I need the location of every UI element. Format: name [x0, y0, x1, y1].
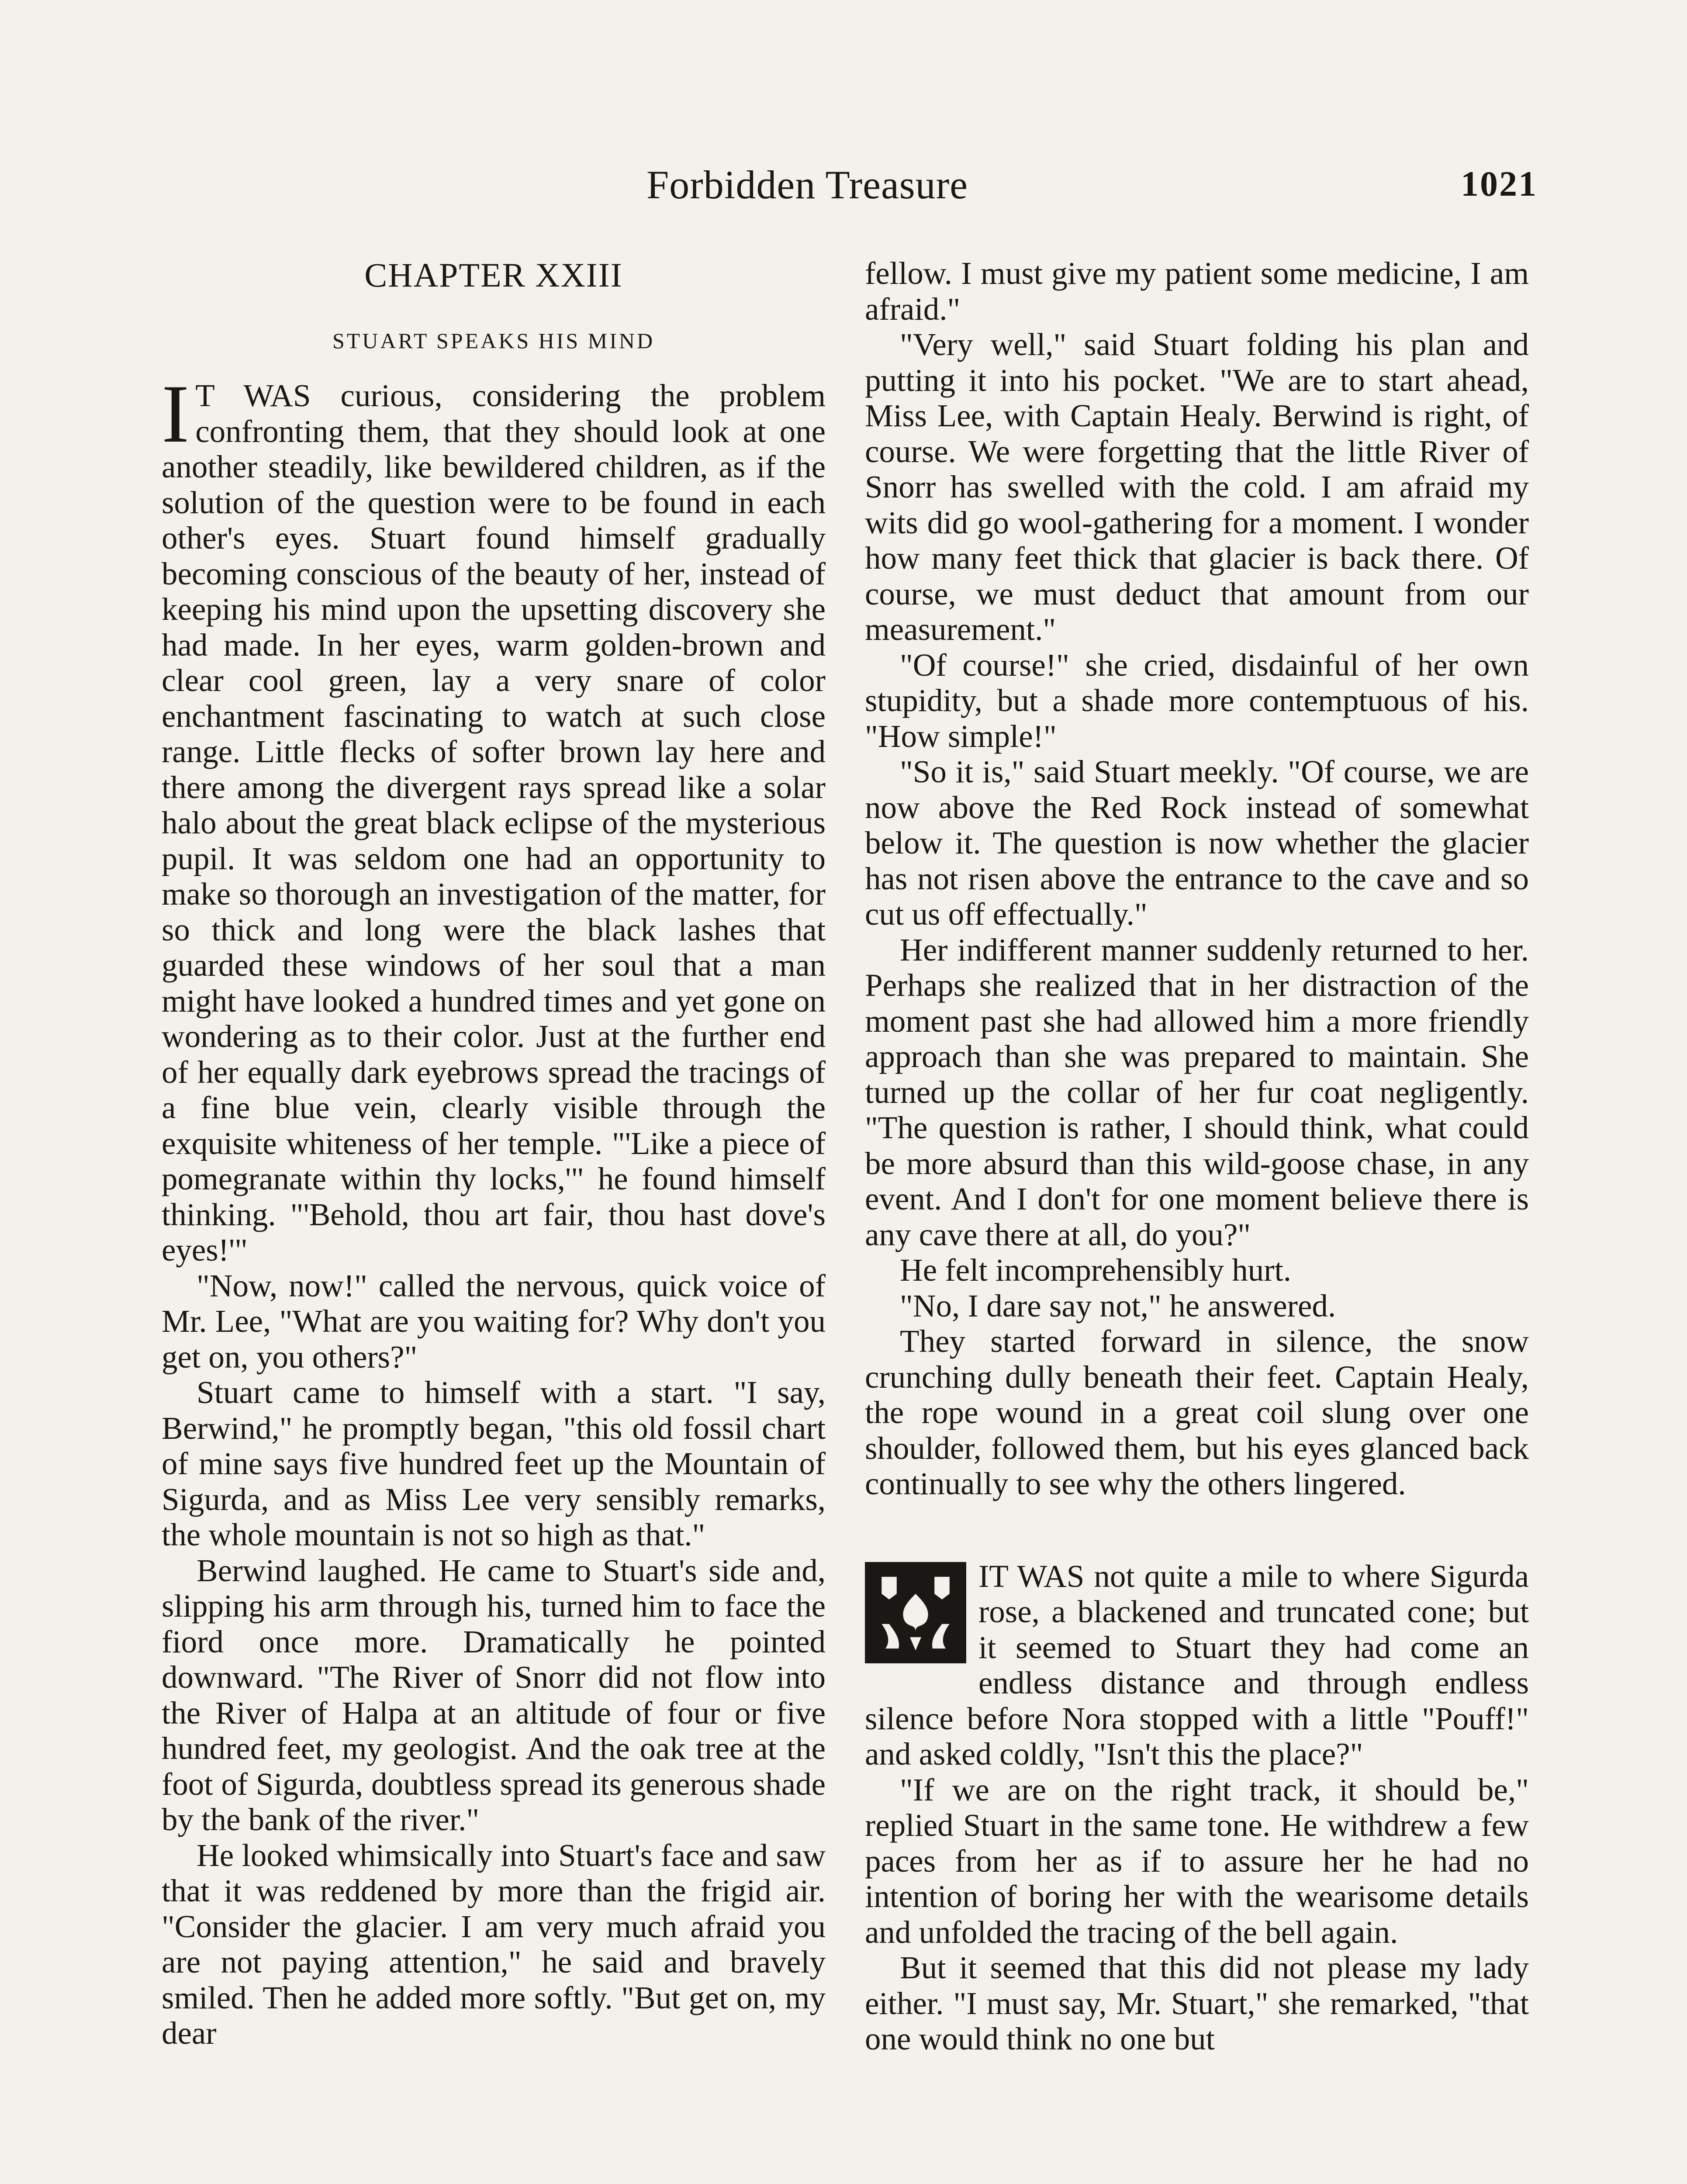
paragraph: Stuart came to himself with a start. "I say, Berwind," he promptly began, "this old fossil chart of mine says five hundred feet up the Mountain of Sigurda, and as Miss Lee very sensibly remarks, the whole mountain is not so high as that."	[162, 1375, 826, 1552]
paragraph: "No, I dare say not," he answered.	[900, 1288, 1336, 1324]
ornament-icon	[865, 1562, 966, 1663]
paragraph: "So it is," said Stuart meekly. "Of course, we are now above the Red Rock instead of somewhat below it. The question is now whether the glacier has not risen above the entrance to the cave and so cut us off effectually."	[865, 754, 1529, 932]
chapter-subtitle: STUART SPEAKS HIS MIND	[332, 328, 655, 353]
section-break	[865, 1502, 1529, 1559]
section-opening-paragraph	[865, 1559, 1529, 1772]
paragraph: He felt incomprehensibly hurt.	[900, 1252, 1292, 1288]
paragraph: They started forward in silence, the snow crunching dully beneath their feet. Captain Healy, the rope wound in a great coil slung over one shoulder, followed them, but his eyes glanced back continually to see why the others lingered.	[865, 1324, 1529, 1501]
paragraph: Berwind laughed. He came to Stuart's side and, slipping his arm through his, turned him to face the fiord once more. Dramatically he pointed downward. "The River of Snorr did not flow into the River of Halpa at an altitude of four or five hundred feet, my geologist. And the oak tree at the foot of Sigurda, doubtless spread its generous shade by the bank of the river."	[162, 1552, 826, 1837]
paragraph: "Very well," said Stuart folding his plan and putting it into his pocket. "We are to start ahead, Miss Lee, with Captain Healy. Berwind is right, of course. We were forgetting that the little River of Snorr has swelled with the cold. I am afraid my wits did go wool-gathering for a moment. I wonder how many feet thick that glacier is back there. Of course, we must deduct that amount from our measurement."	[865, 327, 1529, 647]
opening-paragraph-text: T WAS curious, considering the problem confronting them, that they should look at one another steadily, like bewildered children, as if the solution of the question were to be found in each other's eyes. Stuart found himself gradually becoming conscious of the beauty of her, instead of keeping his mind upon the upsetting discovery she had made. In her eyes, warm golden-brown and clear cool green, lay a very snare of color enchantment fascinating to watch at such close range. Little flecks of softer brown lay here and there among the divergent rays spread like a solar halo about the great black eclipse of the mysterious pupil. It was seldom one had an opportunity to make so thorough an investigation of the matter, for so thick and long were the black lashes that guarded these windows of her soul that a man might have looked a hundred times and yet gone on wondering as to their color. Just at the further end of her equally dark eyebrows spread the tracings of a fine blue vein, clearly visible through the exquisite whiteness of her temple. "'Like a piece of pomegranate within thy locks,'" he found himself thinking. "'Behold, thou art fair, thou hast dove's eyes!'"	[162, 378, 826, 1268]
paragraph: He looked whimsically into Stuart's face and saw that it was reddened by more than the frigid air. "Consider the glacier. I am very much afraid you are not paying attention," he said and bravely smiled. Then he added more softly. "But get on, my dear	[162, 1837, 826, 2051]
page-number: 1021	[1461, 164, 1538, 204]
running-head	[603, 162, 1538, 223]
left-column	[162, 256, 826, 2051]
drop-cap: I	[162, 368, 190, 460]
continued-paragraph: fellow. I must give my patient some medicine, I am afraid."	[865, 256, 1529, 327]
section-opening-text: IT WAS not quite a mile to where Sigurda rose, a blackened and truncated cone; but it seemed to Stuart they had come an endless distance and through endless silence before Nora stopped with a little "Pouff!" and asked coldly, "Isn't this the place?"	[865, 1558, 1529, 1772]
paragraph: "If we are on the right track, it should be," replied Stuart in the same tone. He withdrew a few paces from her as if to assure her he had no intention of boring her with the wearisome details and unfolded the tracing of the bell again.	[865, 1772, 1529, 1950]
opening-paragraph	[162, 368, 826, 1268]
paragraph: "Now, now!" called the nervous, quick voice of Mr. Lee, "What are you waiting for? Why don't you get on, you others?"	[162, 1268, 826, 1375]
paragraph: Her indifferent manner suddenly returned to her. Perhaps she realized that in her distraction of the moment past she had allowed him a more friendly approach than she was prepared to maintain. She turned up the collar of her fur coat negligently. "The question is rather, I should think, what could be more absurd than this wild-goose chase, in any event. And I don't for one moment believe there is any cave there at all, do you?"	[865, 932, 1529, 1252]
paragraph: But it seemed that this did not please my lady either. "I must say, Mr. Stuart," she remarked, "that one would think no one but	[865, 1950, 1529, 2056]
paragraph: "Of course!" she cried, disdainful of her own stupidity, but a shade more contemptuous of his. "How simple!"	[865, 647, 1529, 754]
running-title: Forbidden Treasure	[646, 162, 968, 207]
chapter-heading: CHAPTER XXIII	[364, 256, 623, 294]
right-column	[865, 256, 1529, 2057]
